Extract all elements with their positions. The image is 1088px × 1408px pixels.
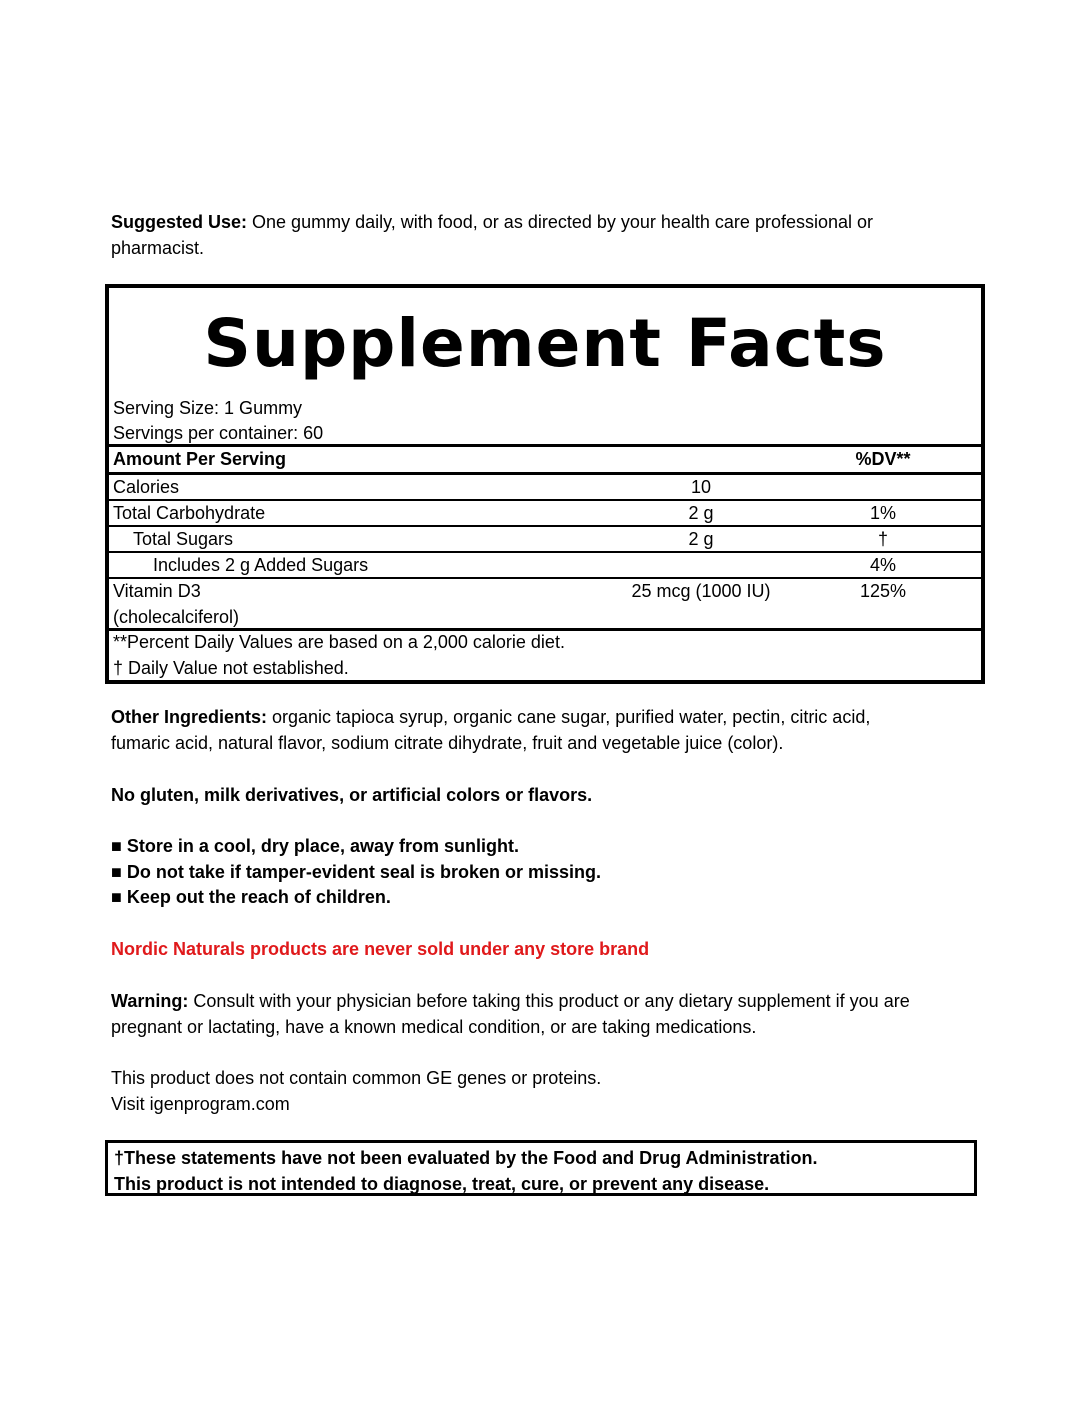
free-from-statement: No gluten, milk derivatives, or artificial colors or flavors. [111, 785, 593, 805]
fda-disclaimer-box [105, 1140, 977, 1196]
warning-text: Consult with your physician before taking this product or any dietary supplement if you are pregnant or lactating, have a known medical condition, or are taking medications. [111, 991, 910, 1037]
other-ingredients-label: Other Ingredients: [111, 707, 268, 727]
warning-label: Warning: [111, 991, 189, 1011]
nutrient-dv: 4% [869, 555, 896, 575]
nutrient-amount: 10 [690, 477, 712, 497]
nutrient-name: Total Carbohydrate [113, 503, 266, 523]
nutrient-name: Includes 2 g Added Sugars [153, 555, 369, 575]
children-bullet: ■ Keep out the reach of children. [111, 887, 391, 907]
warning [111, 988, 911, 1040]
ge-website: Visit igenprogram.com [111, 1094, 290, 1114]
seal-bullet: ■ Do not take if tamper-evident seal is broken or missing. [111, 862, 601, 882]
storage-bullet: ■ Store in a cool, dry place, away from sunlight. [111, 836, 519, 856]
fda-disclaimer-line1: †These statements have not been evaluated by the Food and Drug Administration. [114, 1148, 818, 1168]
ge-statement: This product does not contain common GE genes or proteins. [111, 1068, 602, 1088]
facts-row [109, 475, 981, 500]
facts-row-continued [109, 605, 981, 630]
header-dv-label: %DV** [855, 449, 911, 469]
header-amount-label: Amount Per Serving [113, 449, 287, 469]
nutrient-dv: 125% [859, 581, 907, 601]
facts-row [109, 553, 981, 578]
other-ingredients-text: organic tapioca syrup, organic cane sugar, purified water, pectin, citric acid, fumaric acid, natural flavor, sodium citrate dihydrate, fruit and vegetable juice (color). [111, 707, 871, 753]
nutrient-name: Vitamin D3 [113, 581, 201, 601]
nutrient-name: Total Sugars [133, 529, 234, 549]
facts-row [109, 527, 981, 552]
amount-per-serving-header [109, 447, 981, 472]
nutrient-amount: 2 g [688, 529, 714, 549]
nutrient-amount: 25 mcg (1000 IU) [631, 581, 771, 601]
suggested-use [111, 209, 931, 261]
servings-per-container: Servings per container: 60 [113, 423, 324, 443]
footnote-dv: **Percent Daily Values are based on a 2,000 calorie diet. [113, 632, 565, 652]
brand-notice: Nordic Naturals products are never sold under any store brand [111, 939, 650, 959]
suggested-use-label: Suggested Use: [111, 212, 248, 232]
nutrient-subname: (cholecalciferol) [113, 607, 240, 627]
footnote-dagger: † Daily Value not established. [113, 658, 349, 678]
facts-title: Supplement Facts [203, 305, 887, 382]
nutrient-dv: 1% [869, 503, 896, 523]
supplement-facts-panel [105, 284, 985, 684]
nutrient-amount: 2 g [688, 503, 714, 523]
nutrient-dv: † [877, 529, 888, 549]
suggested-use-text: One gummy daily, with food, or as directed by your health care professional or pharmacist. [111, 212, 874, 258]
fda-disclaimer-line2: This product is not intended to diagnose, treat, cure, or prevent any disease. [114, 1174, 770, 1194]
facts-row [109, 579, 981, 604]
facts-row [109, 501, 981, 526]
other-ingredients [111, 704, 911, 756]
serving-size: Serving Size: 1 Gummy [113, 398, 303, 418]
nutrient-name: Calories [113, 477, 180, 497]
